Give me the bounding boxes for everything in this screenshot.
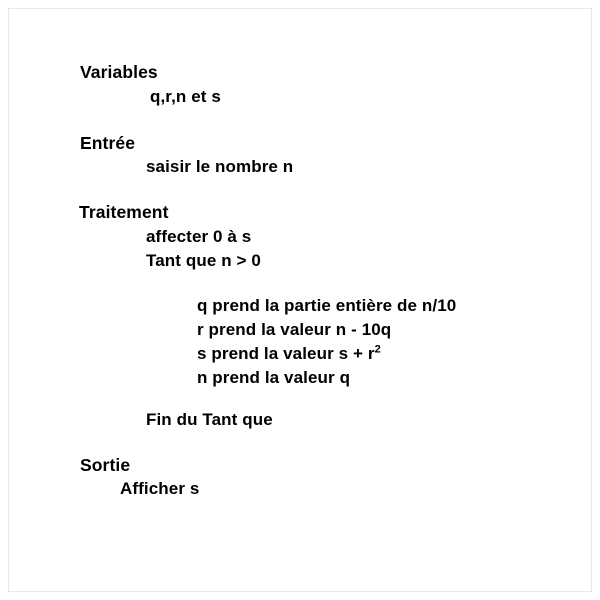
sortie-keyword: Sortie: [80, 455, 131, 475]
loop-line-r: r prend la valeur n - 10q: [197, 320, 392, 339]
variables-keyword: Variables: [80, 62, 158, 82]
loop-line-s-exponent: 2: [374, 343, 381, 356]
traitement-keyword: Traitement: [79, 202, 169, 222]
entree-keyword: Entrée: [80, 133, 136, 153]
loop-line-s: [197, 344, 381, 364]
traitement-line-affecter: affecter 0 à s: [146, 227, 252, 246]
loop-line-s-base: s prend la valeur s + r: [197, 344, 375, 363]
loop-end-line: Fin du Tant que: [146, 410, 273, 429]
loop-line-n: n prend la valeur q: [197, 368, 351, 387]
traitement-line-tant-que: Tant que n > 0: [146, 251, 261, 270]
variables-declaration: q,r,n et s: [150, 87, 221, 106]
loop-line-q: q prend la partie entière de n/10: [197, 296, 457, 315]
sortie-statement: Afficher s: [120, 479, 200, 498]
entree-statement: saisir le nombre n: [146, 157, 294, 176]
